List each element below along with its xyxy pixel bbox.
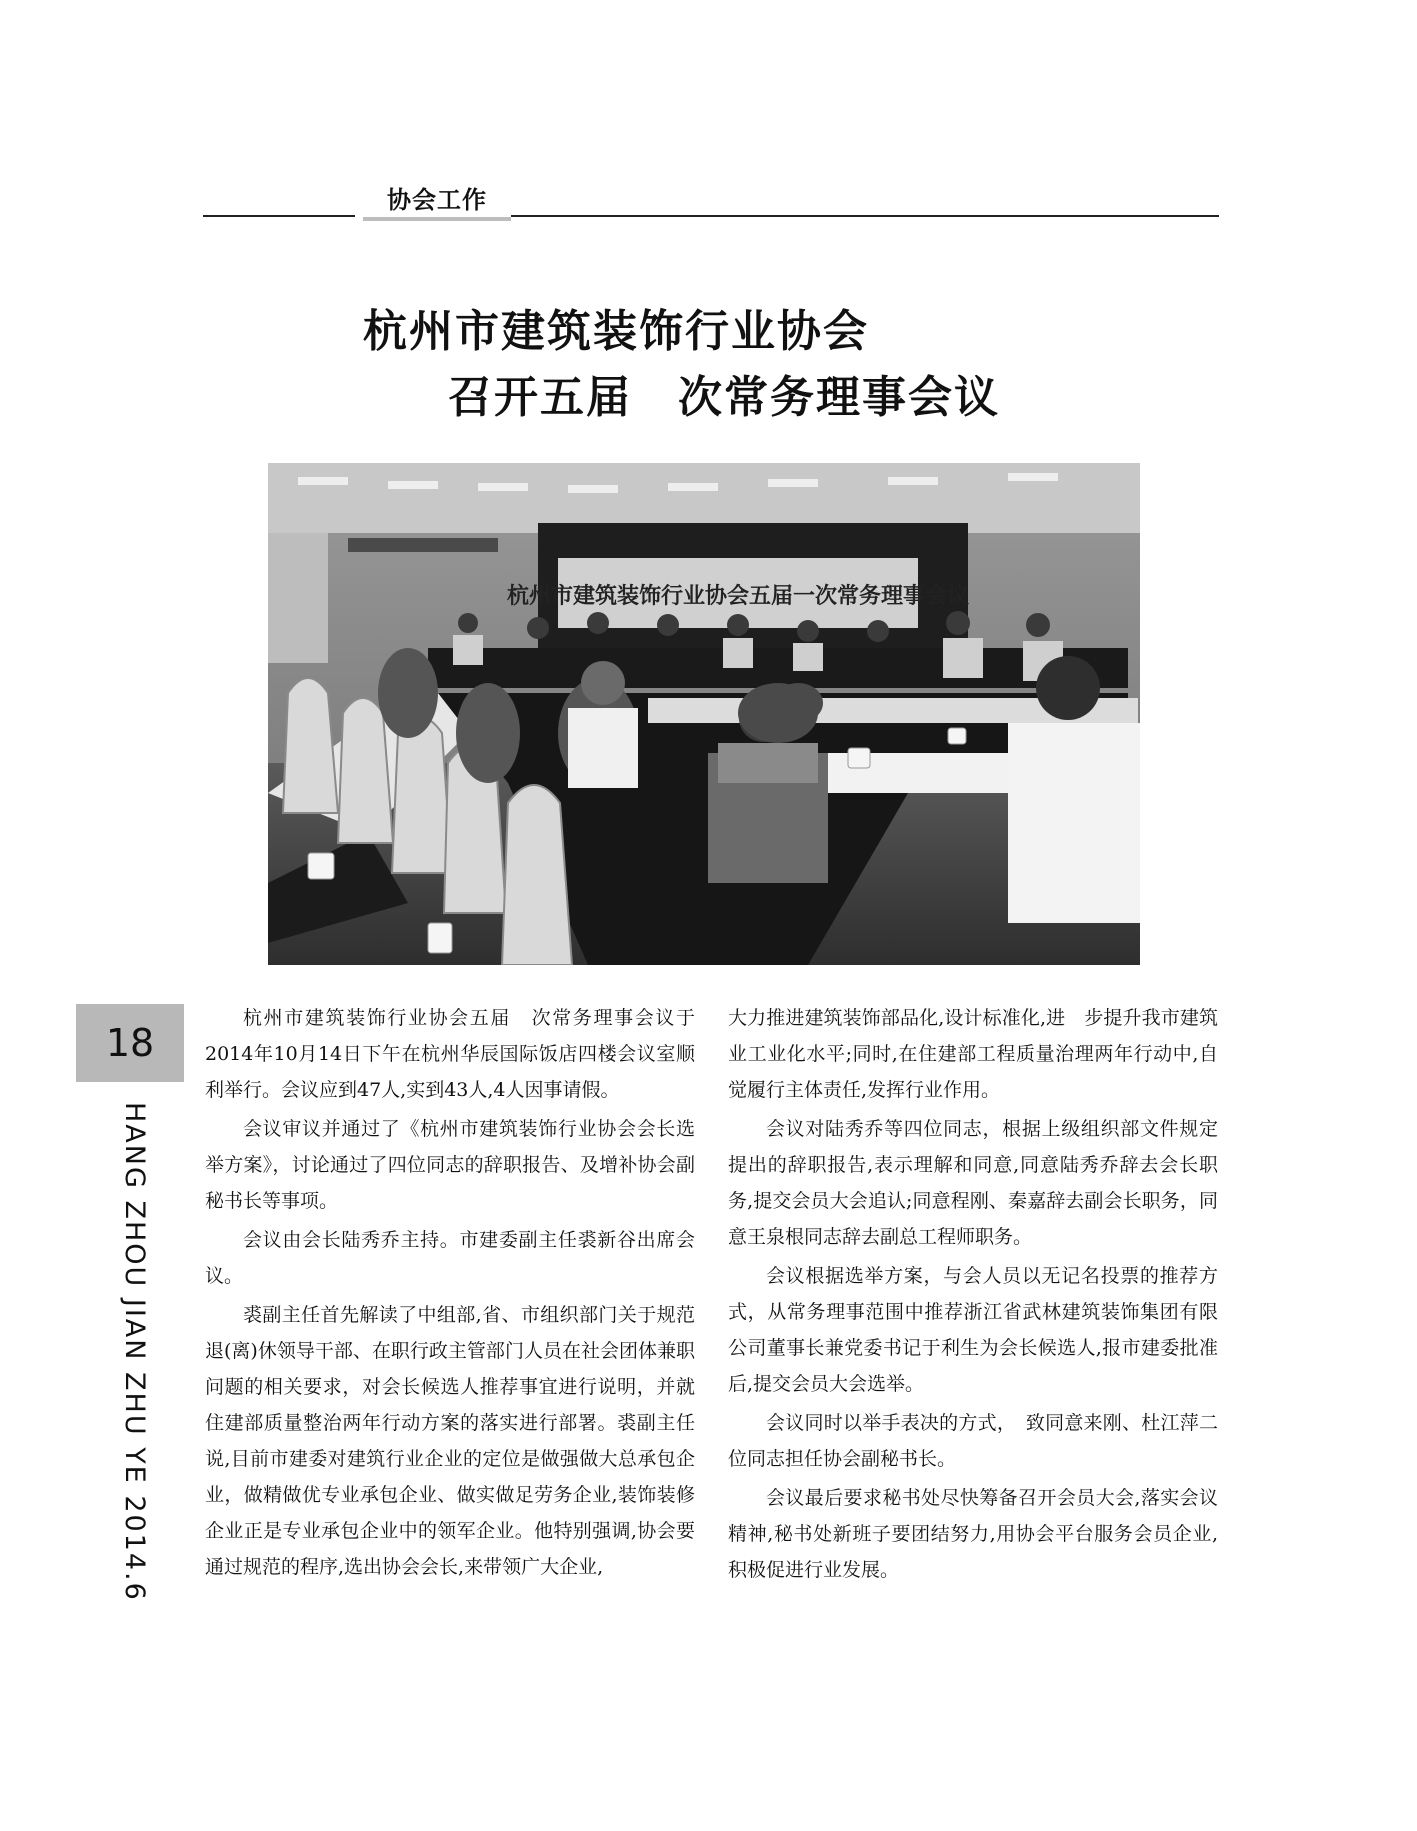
- article-title-line2: 召开五届 次常务理事会议: [448, 372, 1000, 423]
- section-rule-left: [203, 215, 355, 217]
- page-number: 18: [76, 1004, 184, 1082]
- photo-banner-text: 杭州市建筑装饰行业协会五届一次常务理事会议: [506, 584, 970, 609]
- body-column-left: [205, 1000, 695, 1588]
- section-label: 协会工作: [387, 186, 487, 214]
- body-paragraph: 会议根据选举方案，与会人员以无记名投票的推荐方式，从常务理事范围中推荐浙江省武林建筑装饰集团有限公司董事长兼党委书记于利生为会长候选人,报市建委批准后,提交会员大会选举。: [728, 1265, 1218, 1395]
- body-column-right: [728, 1000, 1218, 1591]
- body-paragraph: 会议最后要求秘书处尽快筹备召开会员大会,落实会议精神,秘书处新班子要团结努力,用协会平台服务会员企业,积极促进行业发展。: [728, 1487, 1218, 1581]
- article-title-line1: 杭州市建筑装饰行业协会: [363, 306, 869, 357]
- body-paragraph: 会议对陆秀乔等四位同志，根据上级组织部文件规定提出的辞职报告,表示理解和同意,同意陆秀乔辞去会长职务,提交会员大会追认;同意程刚、秦嘉辞去副会长职务，同意王泉根同志辞去副总工程师职务。: [728, 1118, 1218, 1248]
- body-paragraph: 杭州市建筑装饰行业协会五届 次常务理事会议于2014年10月14日下午在杭州华辰国际饭店四楼会议室顺利举行。会议应到47人,实到43人,4人因事请假。: [205, 1007, 695, 1101]
- section-header: [203, 183, 1219, 223]
- meeting-photo: [268, 463, 1140, 965]
- section-label-underline: [363, 217, 511, 221]
- body-paragraph: 裘副主任首先解读了中组部,省、市组织部门关于规范退(离)休领导干部、在职行政主管部门人员在社会团体兼职问题的相关要求，对会长候选人推荐事宜进行说明，并就住建部质量整治两年行动方案的落实进行部署。裘副主任说,目前市建委对建筑行业企业的定位是做强做大总承包企业，做精做优专业承包企业、做实做足劳务企业,装饰装修企业正是专业承包企业中的领军企业。他特别强调,协会要通过规范的程序,选出协会会长,来带领广大企业,: [205, 1304, 695, 1578]
- body-paragraph-continued: 大力推进建筑装饰部品化,设计标准化,进 步提升我市建筑业工业化水平;同时,在住建部工程质量治理两年行动中,自觉履行主体责任,发挥行业作用。: [728, 1007, 1218, 1101]
- section-rule-right: [511, 215, 1219, 217]
- body-paragraph: 会议由会长陆秀乔主持。市建委副主任裘新谷出席会议。: [205, 1229, 695, 1287]
- body-paragraph: 会议审议并通过了《杭州市建筑装饰行业协会会长选举方案》，讨论通过了四位同志的辞职报告、及增补协会副秘书长等事项。: [205, 1118, 695, 1212]
- body-paragraph: 会议同时以举手表决的方式， 致同意来刚、杜江萍二位同志担任协会副秘书长。: [728, 1412, 1218, 1470]
- running-head: HANG ZHOU JIAN ZHU YE 2014.6: [119, 1102, 150, 1602]
